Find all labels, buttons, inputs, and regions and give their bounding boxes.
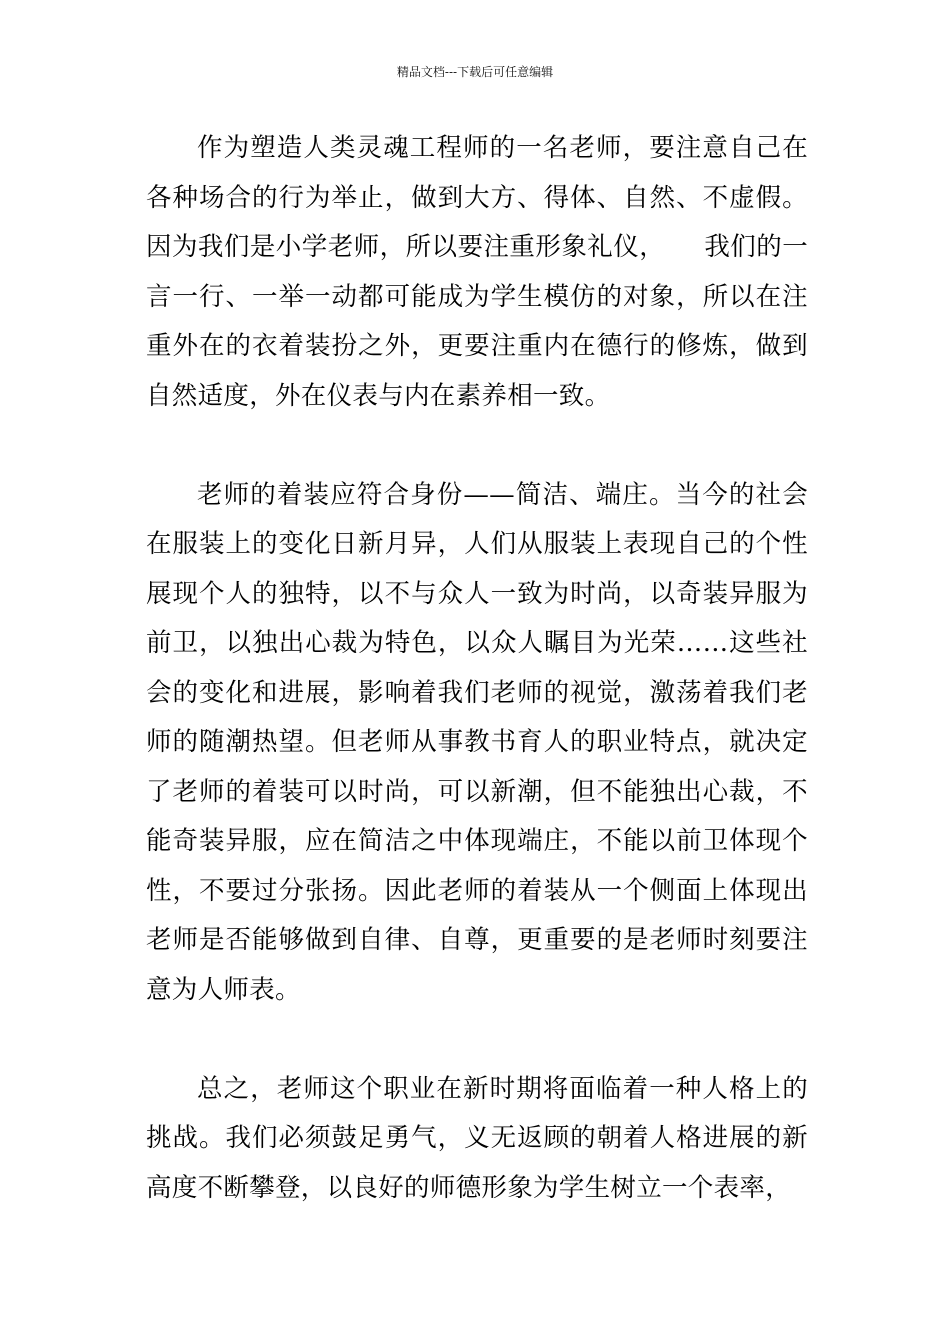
paragraph-1: 作为塑造人类灵魂工程师的一名老师，要注意自己在各种场合的行为举止，做到大方、得体、自然、不虚假。因为我们是小学老师，所以要注重形象礼仪， 我们的一言一行、一举一动都可能成为学生模仿的对象，所以在注重外在的衣着装扮之外，更要注重内在德行的修炼，做到自然适度，外在仪表与内在素养相一致。 [146,133,808,411]
paragraph-3: 总之，老师这个职业在新时期将面临着一种人格上的挑战。我们必须鼓足勇气，义无返顾的朝着人格进展的新高度不断攀登，以良好的师德形象为学生树立一个表率， [146,1073,808,1203]
page-header: 精品文档---下载后可任意编辑 [396,65,554,79]
paragraph-2: 老师的着装应符合身份——简洁、端庄。当今的社会在服装上的变化日新月异，人们从服装上表现自己的个性展现个人的独特，以不与众人一致为时尚，以奇装异服为前卫，以独出心裁为特色，以众人瞩目为光荣……这些社会的变化和进展，影响着我们老师的视觉，激荡着我们老师的随潮热望。但老师从事教书育人的职业特点，就决定了老师的着装可以时尚，可以新潮，但不能独出心裁，不能奇装异服，应在简洁之中体现端庄，不能以前卫体现个性，不要过分张扬。因此老师的着装从一个侧面上体现出老师是否能够做到自律、自尊，更重要的是老师时刻要注意为人师表。 [146,479,808,1005]
document-body [146,124,808,1213]
